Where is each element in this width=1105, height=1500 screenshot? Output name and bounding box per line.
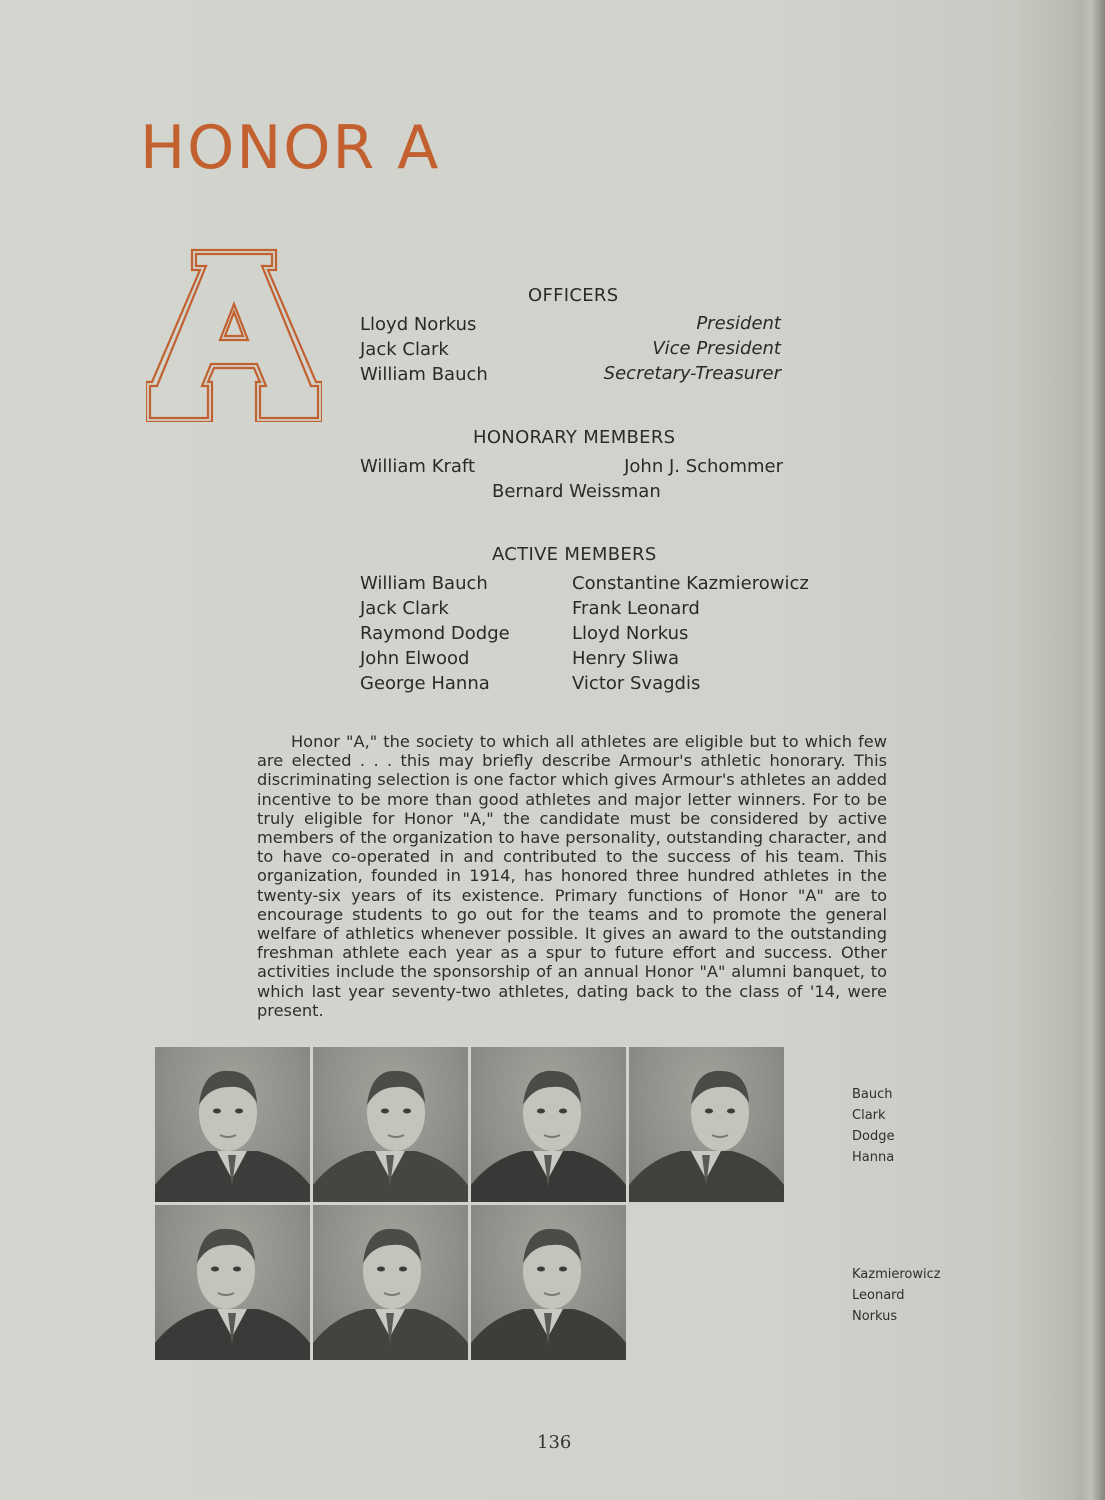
portrait-photo xyxy=(629,1047,784,1202)
portrait-photo xyxy=(313,1047,468,1202)
officer-role: Secretary-Treasurer xyxy=(603,363,781,384)
portrait-silhouette xyxy=(471,1205,626,1360)
active-member: Constantine Kazmierowicz xyxy=(572,573,809,594)
active-members-left xyxy=(360,571,510,696)
caption-name: Dodge xyxy=(852,1129,895,1144)
portrait-photo xyxy=(471,1047,626,1202)
page-title: HONOR A xyxy=(140,113,441,183)
block-letter-a-icon xyxy=(146,246,322,422)
caption-name: Kazmierowicz xyxy=(852,1267,941,1282)
honorary-member: John J. Schommer xyxy=(624,456,783,477)
caption-bottom xyxy=(852,1264,941,1327)
officer-name: Jack Clark xyxy=(360,339,449,360)
portrait-photo xyxy=(313,1205,468,1360)
caption-top xyxy=(852,1084,894,1168)
portrait-silhouette xyxy=(155,1205,310,1360)
active-member: Henry Sliwa xyxy=(572,648,679,669)
caption-name: Bauch xyxy=(852,1087,893,1102)
officers-heading: OFFICERS xyxy=(528,285,619,306)
portrait-silhouette xyxy=(313,1205,468,1360)
portrait-photo xyxy=(155,1047,310,1202)
portrait-photo xyxy=(155,1205,310,1360)
caption-name: Norkus xyxy=(852,1309,898,1324)
caption-name: Hanna xyxy=(852,1150,895,1165)
officer-role: President xyxy=(696,313,781,334)
portrait-silhouette xyxy=(629,1047,784,1202)
active-member: Jack Clark xyxy=(360,598,449,619)
officer-name: William Bauch xyxy=(360,364,488,385)
description-paragraph: Honor "A," the society to which all athletes are eligible but to which few are elected . . . this may briefly describe Armour's athletic honorary. This discriminating selection is one factor which gives Armour's athletes an added incentive to be more than good athletes and major letter winners. For to be truly eligible for Honor "A," the candidate must be considered by active members of the organization to have personality, outstanding character, and to have co-operated in and contributed to the success of his team. This organization, founded in 1914, has honored three hundred athletes in the twenty-six years of its existence. Primary functions of Honor "A" are to encourage students to go out for the teams and to promote the general welfare of athletics whenever possible. It gives an award to the outstanding freshman athlete each year as a spur to future effort and success. Other activities include the sponsorship of an annual Honor "A" alumni banquet, to which last year seventy-two athletes, dating back to the class of '14, were present. xyxy=(257,732,887,1020)
active-member: William Bauch xyxy=(360,573,488,594)
page-edge xyxy=(1081,0,1105,1500)
active-member: Frank Leonard xyxy=(572,598,700,619)
active-member: John Elwood xyxy=(360,648,470,669)
officer-name: Lloyd Norkus xyxy=(360,314,477,335)
active-members-right xyxy=(572,571,809,696)
caption-name: Clark xyxy=(852,1108,886,1123)
portrait-photo xyxy=(471,1205,626,1360)
portrait-silhouette xyxy=(155,1047,310,1202)
active-member: Raymond Dodge xyxy=(360,623,510,644)
page-number: 136 xyxy=(537,1432,572,1453)
officer-role: Vice President xyxy=(652,338,781,359)
honorary-member: Bernard Weissman xyxy=(492,481,661,502)
honorary-member: William Kraft xyxy=(360,456,476,477)
honorary-heading: HONORARY MEMBERS xyxy=(473,427,676,448)
caption-name: Leonard xyxy=(852,1288,905,1303)
active-member: Victor Svagdis xyxy=(572,673,701,694)
active-member: George Hanna xyxy=(360,673,490,694)
portrait-silhouette xyxy=(471,1047,626,1202)
active-heading: ACTIVE MEMBERS xyxy=(492,544,657,565)
active-member: Lloyd Norkus xyxy=(572,623,689,644)
portrait-silhouette xyxy=(313,1047,468,1202)
